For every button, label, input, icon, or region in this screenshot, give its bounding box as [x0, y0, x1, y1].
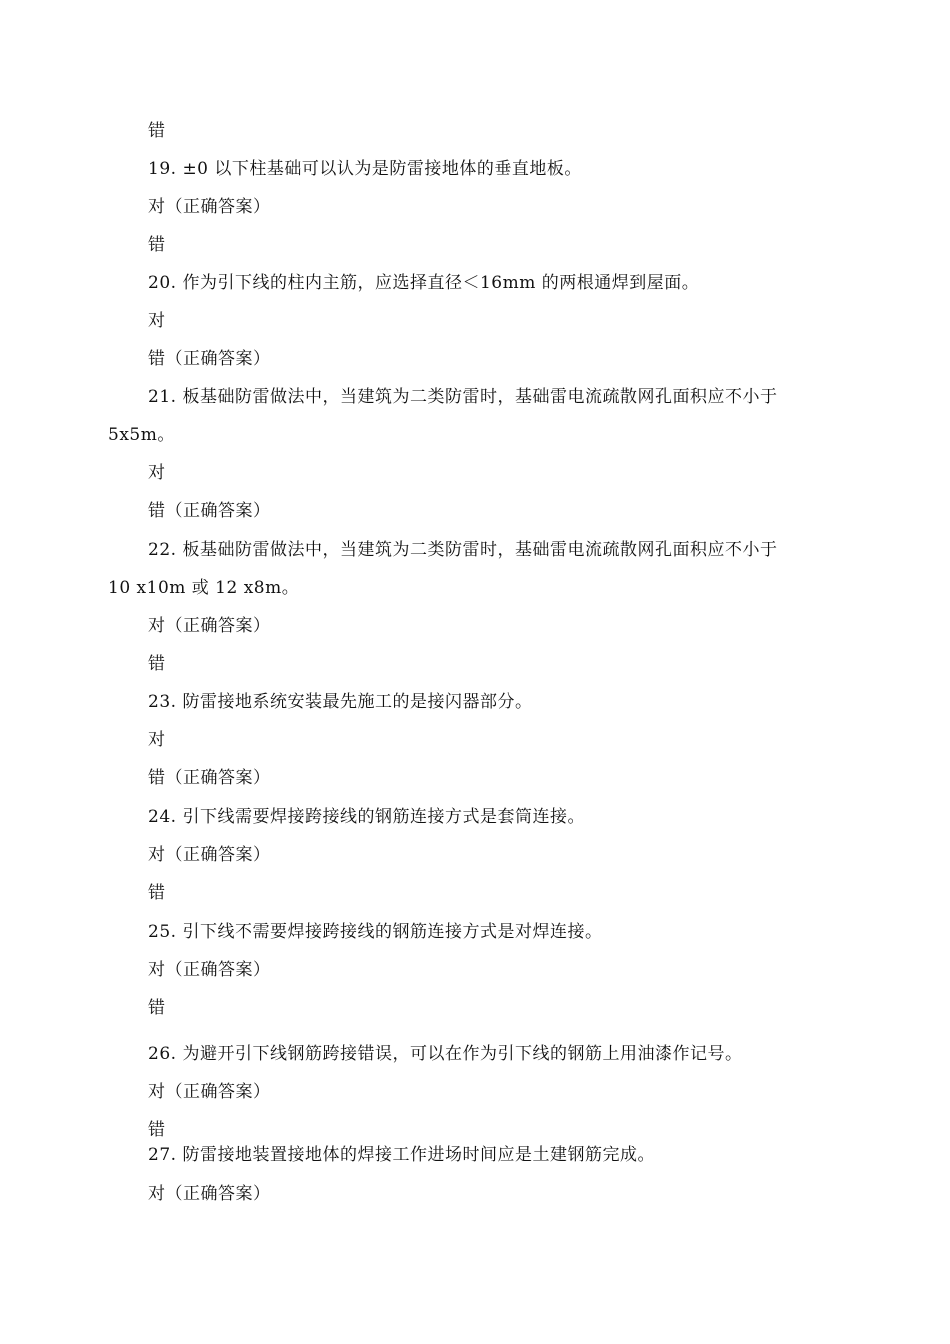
answer-option-right: 对 [148, 730, 166, 750]
question-25: 25. 引下线不需要焊接跨接线的钢筋连接方式是对焊连接。 [148, 922, 603, 942]
question-26: 26. 为避开引下线钢筋跨接错误，可以在作为引下线的钢筋上用油漆作记号。 [148, 1044, 743, 1064]
answer-option-wrong: 错（正确答案） [148, 501, 271, 521]
answer-option-right: 对（正确答案） [148, 1082, 271, 1102]
answer-option-wrong: 错 [148, 883, 166, 903]
question-21: 21. 板基础防雷做法中，当建筑为二类防雷时，基础雷电流疏散网孔面积应不小于 [148, 387, 778, 407]
answer-option-wrong: 错（正确答案） [148, 349, 271, 369]
answer-option-wrong: 错（正确答案） [148, 768, 271, 788]
answer-option-right: 对（正确答案） [148, 1184, 271, 1204]
answer-option-wrong: 错 [148, 235, 166, 255]
question-20: 20. 作为引下线的柱内主筋，应选择直径＜16mm 的两根通焊到屋面。 [148, 273, 700, 293]
question-24: 24. 引下线需要焊接跨接线的钢筋连接方式是套筒连接。 [148, 807, 585, 827]
answer-option-wrong: 错 [148, 654, 166, 674]
question-21-continued: 5x5m。 [108, 425, 175, 445]
question-22-continued: 10 x10m 或 12 x8m。 [108, 578, 300, 598]
answer-option-right: 对（正确答案） [148, 845, 271, 865]
answer-option-wrong: 错 [148, 998, 166, 1018]
question-23: 23. 防雷接地系统安装最先施工的是接闪器部分。 [148, 692, 533, 712]
question-27: 27. 防雷接地装置接地体的焊接工作进场时间应是土建钢筋完成。 [148, 1145, 655, 1165]
answer-option-right: 对（正确答案） [148, 960, 271, 980]
answer-option-wrong: 错 [148, 121, 166, 141]
question-22: 22. 板基础防雷做法中，当建筑为二类防雷时，基础雷电流疏散网孔面积应不小于 [148, 540, 778, 560]
answer-option-right: 对 [148, 463, 166, 483]
question-19: 19. ±0 以下柱基础可以认为是防雷接地体的垂直地板。 [148, 159, 582, 179]
answer-option-right: 对（正确答案） [148, 197, 271, 217]
answer-option-wrong: 错 [148, 1120, 166, 1140]
answer-option-right: 对 [148, 311, 166, 331]
answer-option-right: 对（正确答案） [148, 616, 271, 636]
